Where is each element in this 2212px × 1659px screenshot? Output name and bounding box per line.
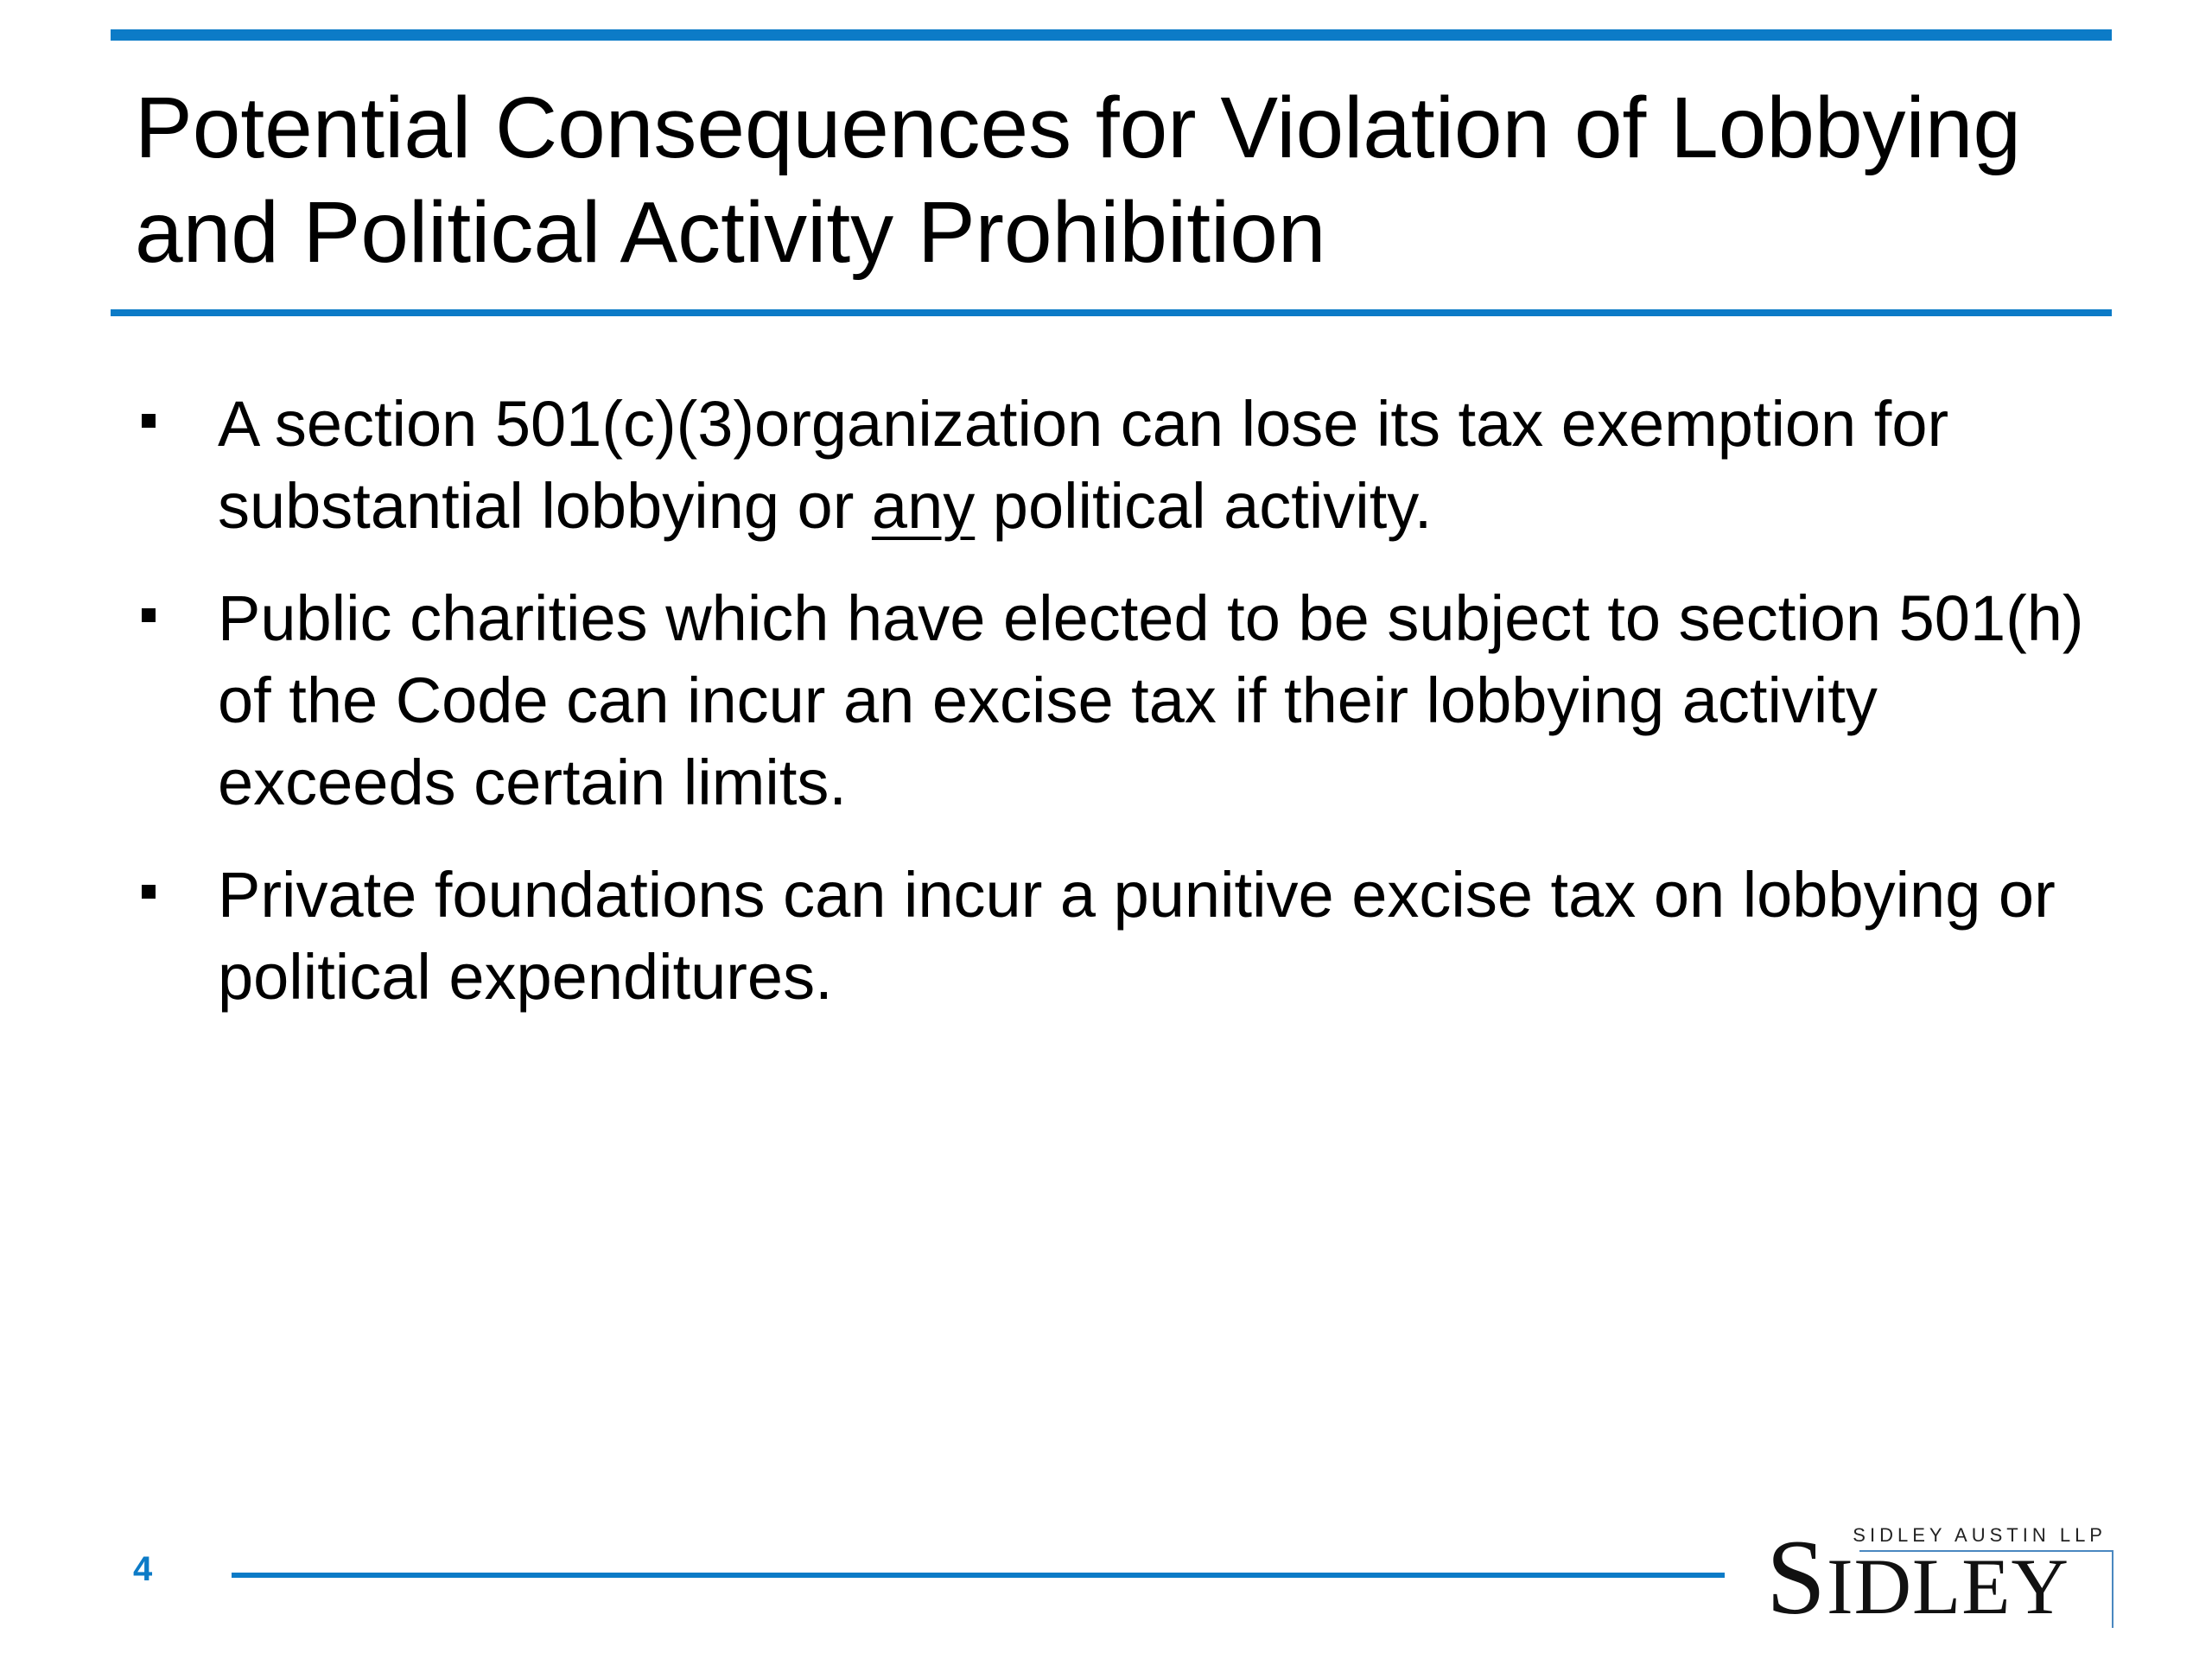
bullet-item — [137, 383, 2115, 547]
title-top-rule — [111, 29, 2112, 41]
sidley-logo — [1759, 1518, 2113, 1637]
logo-rest: IDLEY — [1826, 1542, 2069, 1630]
bullet-text-part: political activity. — [975, 470, 1433, 542]
bullet-text: Private foundations can incur a punitive excise tax on lobbying or political expenditures. — [218, 859, 2056, 1013]
logo-wordmark — [1766, 1518, 2069, 1640]
square-bullet-icon — [142, 885, 156, 899]
bullet-emphasis: any — [871, 470, 976, 542]
bullet-text: Public charities which have elected to be subject to section 501(h) of the Code can incur an excise tax if their lobbying activity exceeds certain limits. — [218, 582, 2084, 818]
page-number: 4 — [133, 1550, 153, 1588]
square-bullet-icon — [142, 608, 156, 622]
slide-title — [135, 76, 2122, 285]
logo-vertical-rule — [2112, 1550, 2113, 1628]
logo-tagline: SIDLEY AUSTIN LLP — [1853, 1524, 2107, 1546]
title-line-2: and Political Activity Prohibition — [135, 184, 1326, 281]
bullet-item — [137, 577, 2115, 823]
square-bullet-icon — [142, 414, 156, 428]
footer-rule — [232, 1573, 1725, 1578]
title-line-1: Potential Consequences for Violation of Lobbying — [135, 79, 2022, 176]
bullet-list — [137, 383, 2115, 1048]
logo-initial: S — [1766, 1518, 1827, 1637]
bullet-text-part: A section 501(c)(3)organization can lose its tax exemption for substantial lobbying or — [218, 388, 1949, 542]
title-bottom-rule — [111, 309, 2112, 316]
bullet-item — [137, 854, 2115, 1018]
